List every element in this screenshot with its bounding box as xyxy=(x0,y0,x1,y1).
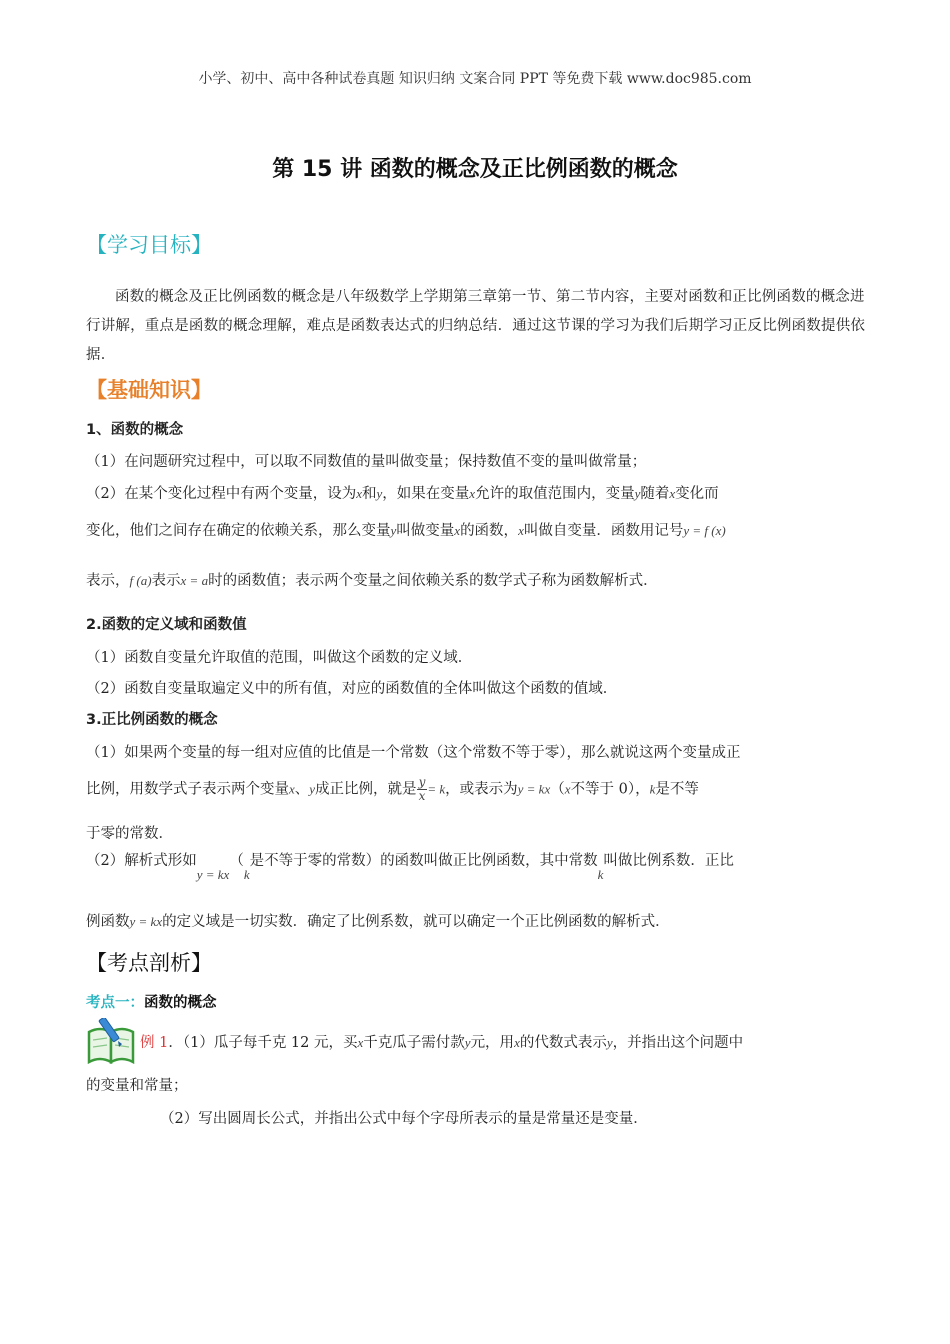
k2-line1: （1）函数自变量允许取值的范围，叫做这个函数的定义域． xyxy=(86,650,473,666)
book-pencil-icon xyxy=(86,1018,138,1066)
k1-line3: 变化，他们之间存在确定的依赖关系，那么变量y叫做变量x的函数，x叫做自变量．函数用记号y = f (x) xyxy=(86,523,726,539)
k2-line2: （2）函数自变量取遍定义中的所有值，对应的函数值的全体叫做这个函数的值域． xyxy=(86,681,618,697)
k1-line4: 表示，f (a)表示x = a时的函数值；表示两个变量之间依赖关系的数学式子称为函数解析式． xyxy=(86,573,658,589)
k3-line1: （1）如果两个变量的每一组对应值的比值是一个常数（这个常数不等于零），那么就说这两个变量成正 xyxy=(86,745,741,761)
intro-paragraph: 函数的概念及正比例函数的概念是八年级数学上学期第三章第一节、第二节内容，主要对函数和正比例函数的概念进行讲解，重点是函数的概念理解，难点是函数表达式的归纳总结．通过这节课的学习为我们后期学习正反比例函数提供依据． xyxy=(86,289,866,363)
page-header: 小学、初中、高中各种试卷真题 知识归纳 文案合同 PPT 等免费下载 www.doc985.com xyxy=(198,71,752,87)
k1-line1: （1）在问题研究过程中，可以取不同数值的量叫做变量；保持数值不变的量叫做常量； xyxy=(86,454,647,470)
section-basics: 【基础知识】 xyxy=(86,378,212,402)
k3-line2: 比例，用数学式子表示两个变量x、y成正比例，就是 $\frac{y}{x}$ = k，或表示为y = kx（x不等于 0），k是不等 xyxy=(86,775,699,803)
kaodian-heading: 考点一：函数的概念 xyxy=(86,995,217,1011)
page-title: 第 15 讲 函数的概念及正比例函数的概念 xyxy=(272,157,678,182)
example-1-line2: 的变量和常量； xyxy=(86,1078,188,1094)
example-1-line3: （2）写出圆周长公式，并指出公式中每个字母所表示的量是常量还是变量． xyxy=(160,1111,648,1127)
heading-function-concept: 1、函数的概念 xyxy=(86,422,184,438)
k3-line4: （2）解析式形如y = kx（k是不等于零的常数）的函数叫做正比例函数，其中常数k叫做比例系数．正比 xyxy=(86,853,734,882)
section-analysis: 【考点剖析】 xyxy=(86,951,212,975)
section-goals: 【学习目标】 xyxy=(86,233,212,257)
heading-domain-range: 2.函数的定义域和函数值 xyxy=(86,617,247,633)
k3-line5: 例函数y = kx的定义域是一切实数．确定了比例系数，就可以确定一个正比例函数的解析式． xyxy=(86,914,670,930)
k3-line3: 于零的常数． xyxy=(86,826,173,842)
heading-direct-proportion: 3.正比例函数的概念 xyxy=(86,712,218,728)
fraction-y-over-x: $\frac{y}{x}$ xyxy=(418,775,426,803)
example-1-line1: 例 1．（1）瓜子每千克 12 元，买x千克瓜子需付款y元，用x的代数式表示y，并指出这个问题中 xyxy=(140,1035,744,1051)
k1-line2: （2）在某个变化过程中有两个变量，设为x和y，如果在变量x允许的取值范围内，变量y随着x变化而 xyxy=(86,486,719,502)
